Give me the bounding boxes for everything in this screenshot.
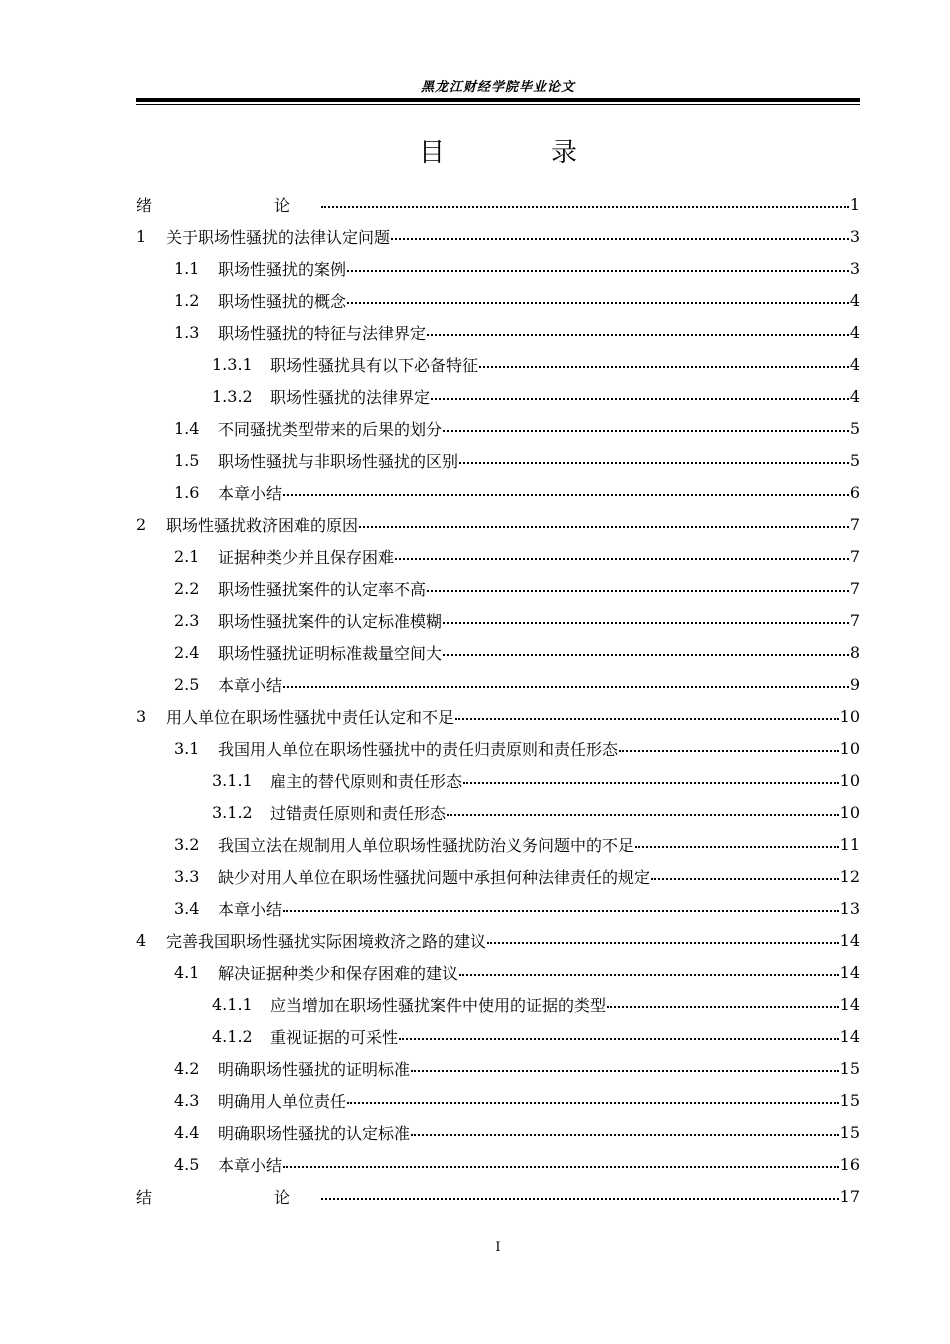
- toc-entry-title: 明确职场性骚扰的证明标准: [218, 1059, 411, 1079]
- toc-entry[interactable]: [136, 988, 860, 1020]
- toc-entry-page: 14: [839, 962, 860, 982]
- toc-entry-page: 1: [849, 194, 860, 214]
- toc-entry-number: 2.3: [174, 610, 200, 630]
- toc-entry[interactable]: [136, 1148, 860, 1180]
- toc-entry-number: 4.3: [174, 1090, 200, 1110]
- toc-title: 目 录: [418, 138, 617, 168]
- toc-entry-number: 1: [136, 226, 147, 246]
- toc-dot-leader: [399, 1038, 839, 1040]
- toc-entry[interactable]: [136, 604, 860, 636]
- toc-entry-page: 4: [849, 290, 860, 310]
- toc-dot-leader: [411, 1134, 839, 1136]
- toc-entry-page: 10: [839, 770, 860, 790]
- toc-entry-page: 10: [839, 706, 860, 726]
- toc-entry-number: 3.3: [174, 866, 200, 886]
- toc-entry[interactable]: [136, 892, 860, 924]
- page-number: I: [495, 1240, 501, 1255]
- toc-dot-leader: [619, 750, 839, 752]
- toc-dot-leader: [487, 942, 839, 944]
- toc-dot-leader: [427, 334, 849, 336]
- toc-dot-leader: [427, 590, 849, 592]
- toc-entry[interactable]: [136, 828, 860, 860]
- toc-entry[interactable]: [136, 924, 860, 956]
- toc-dot-leader: [479, 366, 849, 368]
- toc-entry-number: 1.1: [174, 258, 200, 278]
- toc-entry-page: 12: [839, 866, 860, 886]
- toc-entry-page: 4: [849, 354, 860, 374]
- toc-entry-title: 缺少对用人单位在职场性骚扰问题中承担何种法律责任的规定: [218, 867, 651, 887]
- toc-entry[interactable]: [136, 444, 860, 476]
- toc-entry-page: 5: [849, 418, 860, 438]
- toc-entry[interactable]: [136, 284, 860, 316]
- toc-entry-number: 4.4: [174, 1122, 200, 1142]
- toc-entry[interactable]: [136, 1180, 860, 1212]
- toc-dot-leader: [391, 238, 849, 240]
- toc-entry-page: 7: [849, 610, 860, 630]
- toc-entry-number: 4.1.1: [212, 994, 253, 1014]
- toc-entry-title: 职场性骚扰的概念: [218, 291, 347, 311]
- toc-entry-title: 过错责任原则和责任形态: [270, 803, 447, 823]
- toc-entry-page: 8: [849, 642, 860, 662]
- toc-entry-number: 3.1: [174, 738, 200, 758]
- toc-entry[interactable]: [136, 1116, 860, 1148]
- toc-entry-number: 3.4: [174, 898, 200, 918]
- toc-entry[interactable]: [136, 380, 860, 412]
- toc-entry-title: 职场性骚扰证明标准裁量空间大: [218, 643, 443, 663]
- toc-entry-number: 2.2: [174, 578, 200, 598]
- toc-entry-title: 不同骚扰类型带来的后果的划分: [218, 419, 443, 439]
- toc-dot-leader: [443, 430, 849, 432]
- toc-dot-leader: [459, 974, 839, 976]
- toc-dot-leader: [411, 1070, 839, 1072]
- toc-entry[interactable]: [136, 732, 860, 764]
- toc-entry-page: 14: [839, 930, 860, 950]
- toc-entry-title: 完善我国职场性骚扰实际困境救济之路的建议: [166, 931, 487, 951]
- table-of-contents: [136, 188, 860, 1212]
- toc-dot-leader: [321, 1198, 839, 1200]
- toc-entry-page: 4: [849, 322, 860, 342]
- toc-dot-leader: [443, 622, 849, 624]
- toc-entry-page: 14: [839, 994, 860, 1014]
- toc-dot-leader: [283, 910, 839, 912]
- toc-entry-title: 绪 论: [136, 195, 321, 215]
- toc-dot-leader: [395, 558, 849, 560]
- toc-entry[interactable]: [136, 412, 860, 444]
- toc-dot-leader: [443, 654, 849, 656]
- running-header: 黑龙江财经学院毕业论文: [420, 80, 575, 95]
- toc-entry-number: 4.5: [174, 1154, 200, 1174]
- toc-entry-title: 明确用人单位责任: [218, 1091, 347, 1111]
- toc-dot-leader: [347, 270, 849, 272]
- toc-entry[interactable]: [136, 220, 860, 252]
- toc-entry-title: 职场性骚扰与非职场性骚扰的区别: [218, 451, 459, 471]
- toc-dot-leader: [347, 302, 849, 304]
- toc-entry-title: 结 论: [136, 1187, 321, 1207]
- toc-entry-title: 职场性骚扰的特征与法律界定: [218, 323, 427, 343]
- toc-entry-number: 4.1.2: [212, 1026, 253, 1046]
- toc-entry-number: 4.1: [174, 962, 200, 982]
- toc-entry-title: 证据种类少并且保存困难: [218, 547, 395, 567]
- toc-entry[interactable]: [136, 572, 860, 604]
- toc-entry-title: 本章小结: [218, 1155, 283, 1175]
- toc-entry-number: 4: [136, 930, 147, 950]
- toc-entry-title: 我国立法在规制用人单位职场性骚扰防治义务问题中的不足: [218, 835, 635, 855]
- toc-entry-title: 用人单位在职场性骚扰中责任认定和不足: [166, 707, 455, 727]
- toc-entry-page: 10: [839, 802, 860, 822]
- toc-entry-title: 本章小结: [218, 675, 283, 695]
- toc-entry-page: 7: [849, 514, 860, 534]
- toc-entry-page: 15: [839, 1090, 860, 1110]
- toc-entry-page: 11: [839, 834, 860, 854]
- toc-entry-number: 3.2: [174, 834, 200, 854]
- toc-entry[interactable]: [136, 252, 860, 284]
- toc-entry[interactable]: [136, 700, 860, 732]
- toc-entry-number: 1.5: [174, 450, 200, 470]
- toc-entry[interactable]: [136, 1084, 860, 1116]
- toc-dot-leader: [459, 462, 849, 464]
- toc-entry-number: 3.1.2: [212, 802, 253, 822]
- toc-dot-leader: [283, 494, 849, 496]
- toc-dot-leader: [455, 718, 839, 720]
- toc-entry-page: 9: [849, 674, 860, 694]
- toc-entry-number: 1.3.1: [212, 354, 253, 374]
- toc-entry-page: 7: [849, 578, 860, 598]
- toc-entry-page: 3: [849, 226, 860, 246]
- toc-entry-title: 解决证据种类少和保存困难的建议: [218, 963, 459, 983]
- toc-entry-page: 13: [839, 898, 860, 918]
- toc-entry-title: 职场性骚扰具有以下必备特征: [270, 355, 479, 375]
- toc-dot-leader: [651, 878, 839, 880]
- toc-entry-title: 本章小结: [218, 899, 283, 919]
- toc-entry-number: 1.3.2: [212, 386, 253, 406]
- toc-entry-page: 3: [849, 258, 860, 278]
- toc-entry-title: 职场性骚扰案件的认定率不高: [218, 579, 427, 599]
- toc-entry-title: 职场性骚扰的案例: [218, 259, 347, 279]
- toc-entry-page: 4: [849, 386, 860, 406]
- toc-entry[interactable]: [136, 540, 860, 572]
- toc-dot-leader: [283, 1166, 839, 1168]
- toc-entry-number: 1.3: [174, 322, 200, 342]
- toc-entry-title: 雇主的替代原则和责任形态: [270, 771, 463, 791]
- toc-entry-title: 应当增加在职场性骚扰案件中使用的证据的类型: [270, 995, 607, 1015]
- toc-entry-page: 16: [839, 1154, 860, 1174]
- toc-entry-number: 3.1.1: [212, 770, 253, 790]
- toc-entry-number: 4.2: [174, 1058, 200, 1078]
- toc-entry-number: 2.4: [174, 642, 200, 662]
- toc-entry-page: 15: [839, 1122, 860, 1142]
- toc-entry-number: 2.1: [174, 546, 200, 566]
- toc-dot-leader: [431, 398, 849, 400]
- toc-entry[interactable]: [136, 316, 860, 348]
- toc-entry[interactable]: [136, 860, 860, 892]
- toc-entry[interactable]: [136, 636, 860, 668]
- toc-dot-leader: [635, 846, 839, 848]
- toc-dot-leader: [321, 206, 849, 208]
- toc-dot-leader: [607, 1006, 839, 1008]
- toc-entry-page: 17: [839, 1186, 860, 1206]
- toc-entry-page: 14: [839, 1026, 860, 1046]
- toc-dot-leader: [283, 686, 849, 688]
- toc-entry[interactable]: [136, 1052, 860, 1084]
- toc-dot-leader: [463, 782, 839, 784]
- toc-entry[interactable]: [136, 508, 860, 540]
- toc-entry-title: 职场性骚扰的法律界定: [270, 387, 431, 407]
- toc-entry-number: 1.6: [174, 482, 200, 502]
- toc-entry[interactable]: [136, 764, 860, 796]
- toc-entry-page: 10: [839, 738, 860, 758]
- toc-entry-title: 职场性骚扰案件的认定标准模糊: [218, 611, 443, 631]
- toc-entry-page: 5: [849, 450, 860, 470]
- toc-entry-number: 2.5: [174, 674, 200, 694]
- toc-entry[interactable]: [136, 1020, 860, 1052]
- header-rule-thick: [136, 98, 860, 102]
- toc-dot-leader: [347, 1102, 839, 1104]
- toc-entry[interactable]: [136, 188, 860, 220]
- toc-entry[interactable]: [136, 796, 860, 828]
- header-rule-thin: [136, 104, 860, 105]
- toc-entry-page: 15: [839, 1058, 860, 1078]
- toc-entry-title: 我国用人单位在职场性骚扰中的责任归责原则和责任形态: [218, 739, 619, 759]
- toc-entry-page: 6: [849, 482, 860, 502]
- toc-entry-page: 7: [849, 546, 860, 566]
- toc-entry-title: 本章小结: [218, 483, 283, 503]
- toc-entry-number: 2: [136, 514, 147, 534]
- toc-entry-number: 3: [136, 706, 147, 726]
- toc-entry[interactable]: [136, 668, 860, 700]
- toc-dot-leader: [447, 814, 839, 816]
- toc-entry-title: 职场性骚扰救济困难的原因: [166, 515, 359, 535]
- toc-entry[interactable]: [136, 348, 860, 380]
- toc-entry-number: 1.2: [174, 290, 200, 310]
- toc-entry-title: 关于职场性骚扰的法律认定问题: [166, 227, 391, 247]
- toc-entry-number: 1.4: [174, 418, 200, 438]
- toc-entry-title: 重视证据的可采性: [270, 1027, 399, 1047]
- toc-dot-leader: [359, 526, 849, 528]
- toc-entry-title: 明确职场性骚扰的认定标准: [218, 1123, 411, 1143]
- toc-entry[interactable]: [136, 476, 860, 508]
- toc-entry[interactable]: [136, 956, 860, 988]
